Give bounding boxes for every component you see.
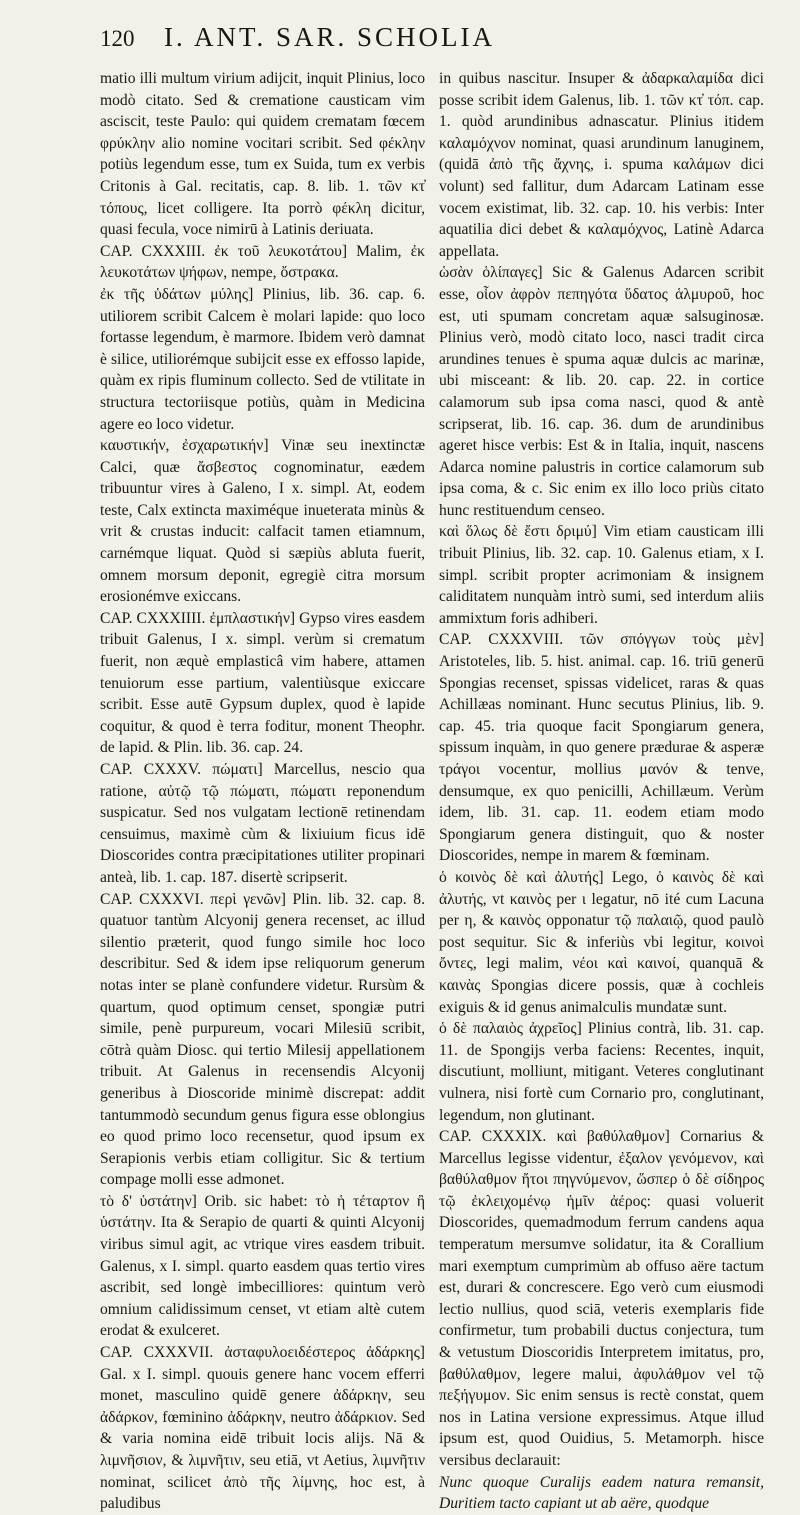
paragraph: ὁ δὲ παλαιὸς ἀχρεῖος] Plinius contrà, lib. 31. cap. 11. de Spongijs verba faciens: Recentes, inquit, discutiunt, molliunt, mitigant. Veteres conglutinant vulnera, nisi fortè cum Cornario pro, conglutinant, legendum, non glutinant. bbox=[439, 1020, 764, 1124]
paragraph: καὶ ὅλως δὲ ἔστι δριμύ] Vim etiam causticam illi tribuit Plinius, lib. 32. cap. 10. Galenus etiam, x I. simpl. scribit propter acrimoniam & insignem caliditatem nunquàm intrò sumi, sed interdum aliis ammixtum foris adhiberi. bbox=[439, 523, 764, 627]
paragraph: CAP. CXXXIX. καὶ βαθύλαθμον] Cornarius & Marcellus legisse videntur, ἐξαλον γενόμενον, καὶ βαθύλαθμον ἤτοι πηγνύμενον, ὥσπερ ὁ δὲ σίδηρος τῷ ἐκλειχομένῳ ἡμῖν ἀέρος: quasi voluerit Dioscorides, quemadmodum ferrum candens aqua temperatum mersumve solidatur, ita & Corallium mari exemptum cumprimùm ab offuso aëre tactum est, durari & concrescere. Ego verò cum eiusmodi lectio nullius, quod sciā, veteris exemplaris fide confirmetur, tum probabili ductus conjectura, tum & vetustum Dioscoridis Interpretem imitatus, pro, βαθύλαθμον, legere malui, ἀφυλάθμον vel τῷ πεξήγυμον. Sic enim sensus is rectè constat, quem nos in Latina versione expressimus. Atque illud ipsum est, quod Ouidius, 5. Metamorph. hisce versibus declarauit: bbox=[439, 1128, 764, 1469]
verse-quotation: Nunc quoque Curalijs eadem natura remansit, Duritiem tacto capiant ut ab aëre, quodque bbox=[439, 1473, 764, 1513]
paragraph: τὸ δ' ὑστάτην] Orib. sic habet: τὸ ἡ τέταρτον ἢ ὑστάτην. Ita & Serapio de quarti & quinti Alcyonij viribus simul agit, ac vtrique vires easdem tribuit. Galenus, x I. simpl. quarto easdem quas tertio vires ascribit, sed longè imbecilliores: quintum verò omnium calidissimum censet, vt etiam altè cutem erodat & exulceret. bbox=[100, 1192, 425, 1340]
paragraph: in quibus nascitur. Insuper & ἀδαρκαλαμίδα dici posse scribit idem Galenus, lib. 1. τῶν κτ̓ τόπ. cap. 1. quòd arundinibus adnascatur. Plinius itidem καλαμόχνον nominat, quasi arundinum lanuginem, (quidā ἀπὸ τῆς ἄχνης, i. spuma καλάμων dici volunt) sed fallitur, dum Adarcam Latinam esse vocem existimat, lib. 32. cap. 10. his verbis: Inter aquatilia dici debet & καλαμόχνος, Latinè Adarca appellata. bbox=[439, 70, 764, 260]
paragraph: matio illi multum virium adijcit, inquit Plinius, loco modò citato. Sed & crematione causticam vim asciscit, teste Paulo: qui quidem crematam fœcem φρύκλην alio nomine vocitari scribit. Sed φέκλην potiùs legendum esse, tum ex Suida, tum ex verbis Critonis à Gal. recitatis, cap. 8. lib. 1. τῶν κτ̓ τόπους, licet colligere. Ita porrò φέκλη dicitur, quasi fecula, voce nimirū à Latinis deriuata. bbox=[100, 70, 425, 239]
paragraph: ἐκ τῆς ὑδάτων μύλης] Plinius, lib. 36. cap. 6. utiliorem scribit Calcem è molari lapide: quo loco fortasse legendum, è marmore. Ibidem verò damnat è silice, utiliorémque subijcit esse ex effosso lapide, quàm ex ripis fluminum collecto. Sed de vtilitate in structura tectoriisque potiùs, quàm in Medicina agere eo loco videtur. bbox=[100, 285, 425, 433]
right-column bbox=[439, 68, 764, 1515]
running-title: I. ANT. SAR. SCHOLIA bbox=[164, 22, 496, 52]
paragraph: CAP. CXXXVI. περὶ γενῶν] Plin. lib. 32. cap. 8. quatuor tantùm Alcyonij genera recenset, ac illud silentio præterit, quod fungo simile hoc loco describitur. Sed & idem ipse reliquorum generum notas inter se planè confundere videtur. Rursùm & quartum, quod optimum censet, spongiæ putri simile, penè purpureum, vocari Milesiū scribit, cōtrà quàm Diosc. qui tertio Milesij appellationem tribuit. At Galenus in recensendis Alcyonij generibus à Dioscoride minimè discrepat: addit tantummodò secundum genus figura esse oblongius eo quod primo loco recensetur, quod ipsum ex Serapionis verbis etiam colligitur. Sic & tertium compage molli esse admonet. bbox=[100, 890, 425, 1189]
paragraph: CAP. CXXXIIII. ἐμπλαστικήν] Gypso vires easdem tribuit Galenus, I x. simpl. verùm si crematum fuerit, non æquè emplasticâ vim habere, attamen tenuiorum esse partium, valentiùsque exiccare scribit. Esse autē Gypsum duplex, quod è lapide coquitur, & quod è terra foditur, monent Theophr. de lapid. & Plin. lib. 36. cap. 24. bbox=[100, 609, 425, 757]
paragraph: CAP. CXXXVII. ἀσταφυλοειδέστερος ἀδάρκης] Gal. x I. simpl. quouis genere hanc vocem efferri monet, masculino quidē genere ἀδάρκην, seu ἀδάρκον, fœminino ἀδάρκην, neutro ἀδάρκιον. Sed & varia nomina eidē tribuit locis alijs. Nā & λιμνῆσιον, & λιμνῆτιν, seu etiā, vt Aetius, λιμνῆτιν nominat, scilicet ἀπὸ τῆς λίμνης, hoc est, à paludibus bbox=[100, 1344, 425, 1513]
left-column bbox=[100, 68, 425, 1515]
paragraph: CAP. CXXXV. πώματι] Marcellus, nescio qua ratione, αὐτῷ τῷ πώματι, πώματι reponendum suspicatur. Sed nos vulgatam lectionē retinendam censuimus, maximè cùm & lixiuium ficus idē Dioscorides contra præcipitationes utiliter propinari anteà, lib. 1. cap. 187. disertè scripserit. bbox=[100, 761, 425, 886]
page-number: 120 bbox=[100, 26, 135, 51]
paragraph: καυστικήν, ἐσχαρωτικήν] Vinæ seu inextinctæ Calci, quæ ἄσβεστος cognominatur, eædem tribuuntur vires à Galeno, I x. simpl. At, eodem teste, Calx extincta maximéque inueterata minùs & vrit & crustas inducit: calfacit tamen etiamnum, carnémque liquat. Quòd si sæpiùs abluta fuerit, omnem morsum deponit, egregiè citra morsum erosionémve exiccans. bbox=[100, 437, 425, 606]
text-columns bbox=[100, 68, 764, 1515]
paragraph: ὡσὰν ὁλίπαγες] Sic & Galenus Adarcen scribit esse, οἷον ἀφρὸν πεπηγότα ὕδατος ἁλμυροῦ, hoc est, uti spumam concretam aquæ salsuginosæ. Plinius verò, modò citato loco, nasci tradit circa arundines tenues è spuma aquæ dulcis ac marinæ, ubi misceant: & lib. 20. cap. 22. in cortice calamorum sub ipsa coma nasci, quod & antè scripserat, lib. 16. cap. 36. dum de arundinibus ageret hisce verbis: Est & in Italia, inquit, nascens Adarca nomine palustris in cortice calamorum sub ipsa coma, & c. Sic enim ex illo loco priùs citato hunc restituendum censeo. bbox=[439, 264, 764, 519]
paragraph: CAP. CXXXVIII. τῶν σπόγγων τοὺς μὲν] Aristoteles, lib. 5. hist. animal. cap. 16. triū generū Spongias recenset, spissas videlicet, raras & quas Achillæas nominant. Hunc secutus Plinius, lib. 9. cap. 45. tria quoque facit Spongiarum genera, spissum inquàm, in quo genere prædurae & asperæ τράγοι vocentur, mollius μανόν & tenve, densumque, ex quo penicilli, Achillæum. Verùm idem, lib. 31. cap. 11. eodem etiam modo Spongiarum genera distinguit, quo & noster Dioscorides, nempe in marem & fœminam. bbox=[439, 631, 764, 865]
paragraph: ὁ κοινὸς δὲ καὶ ἀλυτής] Lego, ὁ καινὸς δὲ καὶ ἀλυτής, vt καινὸς per ι legatur, nō ité cum Lacuna per η, & καινὸς opponatur τῷ παλαιῷ, quod paulò post sequitur. Sic & inferiùs vbi legitur, κοινοὶ ὄντες, legi malim, νέοι καὶ καινοί, quanquā & καινὰς Spongias dicere possis, quæ à cochleis exiguis & id genus animalculis mundatæ sunt. bbox=[439, 868, 764, 1016]
paragraph: CAP. CXXXIII. ἐκ τοῦ λευκοτάτου] Malim, ἐκ λευκοτάτων ψήφων, nempe, ὄστρακα. bbox=[100, 242, 425, 282]
running-head bbox=[100, 22, 764, 62]
